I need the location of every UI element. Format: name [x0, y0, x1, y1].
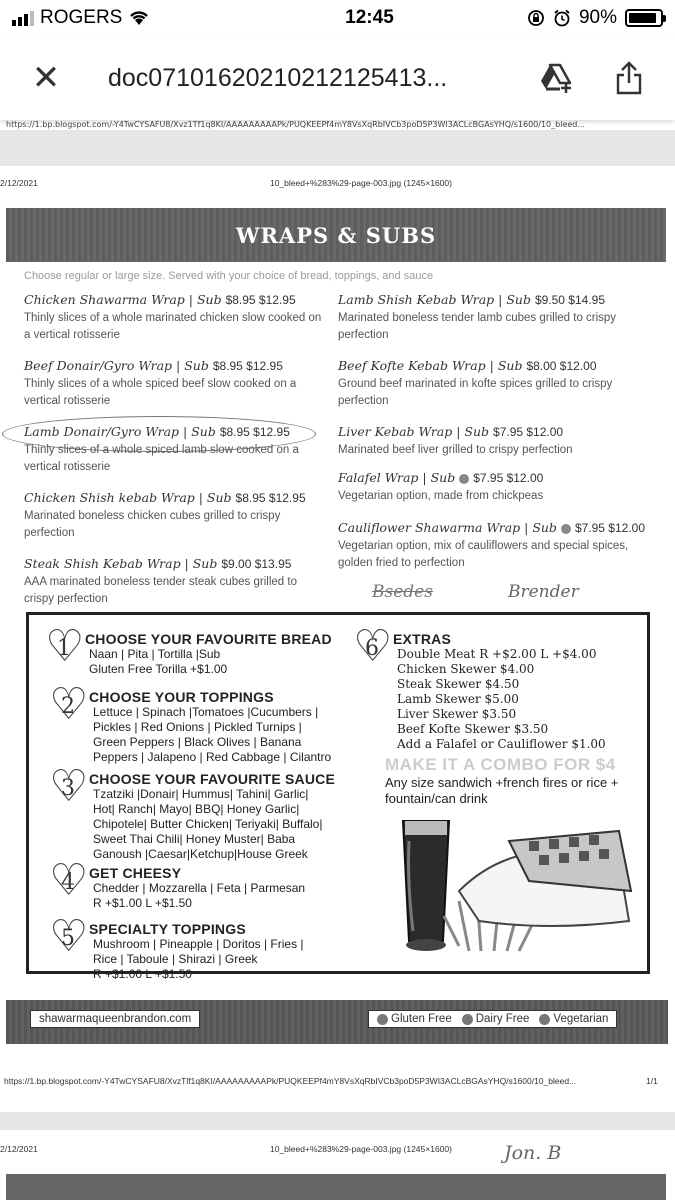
menu-item [24, 424, 329, 476]
menu-item [24, 358, 329, 410]
item-name: Chicken Shish kebab Wrap | Sub [24, 490, 232, 505]
handwritten-signature: Jon. B [504, 1142, 562, 1164]
step-options: Naan | Pita | Tortilla |Sub Gluten Free Torilla +$1.00 [89, 647, 228, 676]
item-desc: Thinly slices of a whole spiced beef slow cooked on a vertical rotisserie [24, 378, 297, 407]
item-desc: Marinated boneless tender lamb cubes grilled to crispy perfection [338, 312, 617, 341]
step-number: ♡ 5 [51, 921, 85, 955]
extras-list: Double Meat R +$2.00 L +$4.00 Chicken Skewer $4.00 Steak Skewer $4.50 Lamb Skewer $5.00 Liver Skewer $3.50 Beef Kofte Skewer $3.50 Add a Falafel or Cauliflower $1.00 [397, 647, 606, 751]
item-desc: Thinly slices of a whole marinated chicken slow cooked on a vertical rotisserie [24, 312, 322, 341]
step-heading: CHOOSE YOUR FAVOURITE BREAD [85, 631, 332, 647]
legend-label: Dairy Free [475, 1013, 530, 1025]
section-banner [6, 208, 666, 262]
legend-vegetarian [539, 1013, 608, 1025]
file-label: 10_bleed+%283%29-page-003.jpg (1245×1600) [270, 178, 452, 188]
gluten-free-icon [377, 1014, 388, 1025]
vegetarian-icon [561, 524, 571, 534]
add-to-drive-icon[interactable] [535, 56, 579, 100]
document-page [0, 166, 675, 1112]
item-name: Chicken Shawarma Wrap | Sub [24, 292, 222, 307]
step-cheese [51, 865, 361, 911]
item-desc: Ground beef marinated in kofte spices grilled to crispy perfection [338, 378, 613, 407]
previous-page-url: https://1.bp.blogspot.com/-Y4TwCYSAFU8/Xvz1Tf1q8KI/AAAAAAAAAPk/PUQKEEPf4mY8VsXqRbIVCb3poD5P3WI3ACLcBGAsYHQ/s1600/10_bleed... [0, 120, 675, 130]
menu-item [338, 470, 643, 505]
step-number: ♡ 6 [355, 631, 389, 665]
rotation-lock-icon [527, 9, 545, 27]
subnote: Choose regular or large size. Served with your choice of bread, toppings, and sauce [24, 270, 434, 282]
item-name: Lamb Donair/Gyro Wrap | Sub [24, 424, 216, 439]
document-title: doc07101620210212125413... [108, 63, 448, 92]
step-options: Mushroom | Pineapple | Doritos | Fries | Rice | Taboule | Shirazi | Greek R +$1.00 L +$1.50 [93, 937, 304, 981]
legend-label: Gluten Free [391, 1013, 452, 1025]
item-desc: Vegetarian option, mix of cauliflowers and special spices, golden fried to perfection [338, 540, 629, 569]
handwritten-signature: Brender [508, 582, 579, 602]
item-name: Liver Kebab Wrap | Sub [338, 424, 490, 439]
step-extras [355, 631, 645, 752]
page-count: 1/1 [646, 1076, 658, 1086]
step-number: ♡ 2 [51, 689, 85, 723]
alarm-icon [553, 9, 571, 27]
combo-description: Any size sandwich +french fires or rice + fountain/can drink [385, 775, 619, 806]
item-desc: Thinly slices of a whole spiced lamb slow cooked on a vertical rotisserie [24, 444, 299, 473]
menu-item [24, 556, 329, 608]
section-banner [6, 1174, 666, 1200]
item-price: $8.95 $12.95 [212, 359, 283, 373]
wifi-icon [128, 10, 150, 26]
battery-icon [625, 9, 663, 27]
next-page [0, 1130, 675, 1200]
step-specialty [51, 921, 361, 982]
item-name: Beef Donair/Gyro Wrap | Sub [24, 358, 209, 373]
section-title: WRAPS & SUBS [235, 222, 437, 248]
print-date: 2/12/2021 [0, 1144, 38, 1154]
scribbled-signature: Bsedes [372, 582, 433, 602]
dietary-legend [368, 1010, 617, 1028]
document-toolbar [0, 36, 675, 120]
item-price: $8.95 $12.95 [225, 293, 296, 307]
legend-label: Vegetarian [553, 1013, 609, 1025]
menu-item [338, 292, 643, 344]
item-name: Cauliflower Shawarma Wrap | Sub [338, 520, 557, 535]
battery-percent: 90% [578, 7, 617, 28]
item-desc: Vegetarian option, made from chickpeas [338, 490, 544, 502]
menu-item [24, 490, 329, 542]
clock: 12:45 [345, 7, 394, 28]
menu-item [338, 424, 643, 459]
item-price: $9.50 $14.95 [534, 293, 606, 307]
dairy-free-icon [462, 1014, 473, 1025]
menu-item [338, 358, 643, 410]
source-url: https://1.bp.blogspot.com/-Y4TwCYSAFU8/XvzTlf1q8KI/AAAAAAAAAPk/PUQKEEPf4mY8VsXqRbIVCb3poD5P3WI3ACLcBGAsYHQ/s1600/10_bleed... [4, 1076, 577, 1086]
combo-food-illustration [399, 811, 639, 961]
step-options: Lettuce | Spinach |Tomatoes |Cucumbers | Pickles | Red Onions | Pickled Turnips | Green Peppers | Black Olives | Banana Peppers | Jalapeno | Red Cabbage | Cilantro [93, 705, 332, 764]
menu-item [24, 292, 329, 344]
step-sauce [51, 771, 361, 862]
item-desc: AAA marinated boneless tender steak cubes grilled to crispy perfection [24, 576, 297, 605]
legend-dairy-free [462, 1013, 530, 1025]
step-heading: SPECIALTY TOPPINGS [89, 921, 246, 937]
build-your-wrap-box [26, 612, 650, 981]
item-price: $9.00 $13.95 [221, 557, 292, 571]
step-number: ♡ 4 [51, 865, 85, 899]
status-bar [0, 0, 675, 36]
step-options: Tzatziki |Donair| Hummus| Tahini| Garlic| Hot| Ranch| Mayo| BBQ| Honey Garlic| Chipotele| Butter Chicken| Teriyaki| Buffalo| Sweet Thai Chili| Honey Muster| Baba Ganoush |Caesar|Ketchup|House Greek [93, 787, 323, 861]
menu-item [338, 520, 658, 572]
step-toppings [51, 689, 361, 765]
item-price: $7.95 $12.00 [473, 471, 544, 485]
step-heading: GET CHEESY [89, 865, 182, 881]
combo-title: MAKE IT A COMBO FOR $4 [385, 755, 616, 774]
step-number: ♡ 1 [47, 631, 81, 665]
item-price: $8.95 $12.95 [219, 425, 290, 439]
step-heading: EXTRAS [393, 631, 451, 647]
file-label: 10_bleed+%283%29-page-003.jpg (1245×1600) [270, 1144, 452, 1154]
website-label: shawarmaqueenbrandon.com [30, 1010, 200, 1028]
footer-band [6, 1000, 668, 1044]
share-icon[interactable] [607, 56, 651, 100]
step-number: ♡ 3 [51, 771, 85, 805]
item-name: Beef Kofte Kebab Wrap | Sub [338, 358, 523, 373]
document-viewer[interactable] [0, 120, 675, 1200]
item-name: Falafel Wrap | Sub [338, 470, 456, 485]
carrier-label: ROGERS [40, 7, 123, 28]
item-name: Steak Shish Kebab Wrap | Sub [24, 556, 218, 571]
vegetarian-icon [539, 1014, 550, 1025]
step-heading: CHOOSE YOUR TOPPINGS [89, 689, 274, 705]
print-date: 2/12/2021 [0, 178, 38, 188]
item-desc: Marinated beef liver grilled to crispy perfection [338, 444, 573, 456]
close-icon[interactable]: ✕ [31, 58, 61, 98]
item-desc: Marinated boneless chicken cubes grilled to crispy perfection [24, 510, 281, 539]
step-options: Chedder | Mozzarella | Feta | Parmesan R +$1.00 L +$1.50 [93, 881, 306, 910]
signal-icon [12, 10, 34, 26]
item-price: $7.95 $12.00 [493, 425, 564, 439]
vegetarian-icon [459, 474, 469, 484]
item-price: $8.95 $12.95 [235, 491, 306, 505]
item-price: $7.95 $12.00 [574, 521, 646, 535]
step-heading: CHOOSE YOUR FAVOURITE SAUCE [89, 771, 336, 787]
legend-gluten-free [377, 1013, 452, 1025]
item-price: $8.00 $12.00 [526, 359, 597, 373]
step-bread [47, 631, 347, 677]
item-name: Lamb Shish Kebab Wrap | Sub [338, 292, 531, 307]
